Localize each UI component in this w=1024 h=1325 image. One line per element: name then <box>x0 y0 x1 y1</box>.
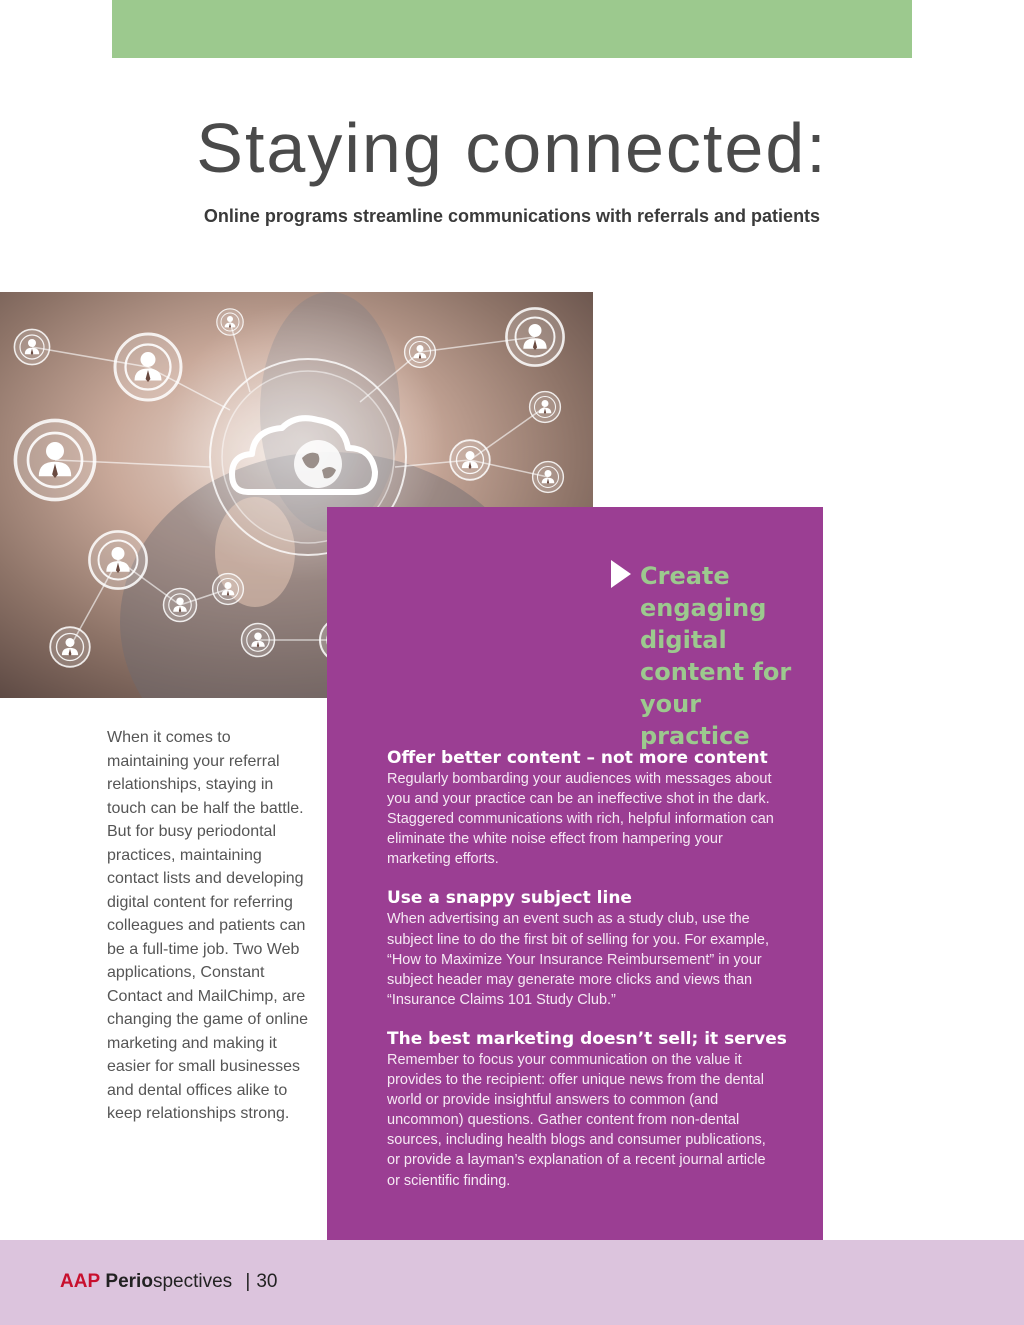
tip-body: When advertising an event such as a study club, use the subject line to do the first bit of selling for you. For example, “How to Maximize Your Insurance Reimbursement” in your subject header may generate more clicks and views than “Insurance Claims 101 Study Club.” <box>387 911 770 1008</box>
tip-heading: The best marketing doesn’t sell; it serves <box>387 1028 787 1049</box>
page-subtitle: Online programs streamline communications with referrals and patients <box>203 206 821 226</box>
top-color-band <box>112 0 912 58</box>
footer-branding <box>60 1271 278 1293</box>
callout-heading: Create engaging digital content for your practice <box>640 562 792 750</box>
footer-brand-perio: Perio <box>105 1271 153 1292</box>
footer-brand-aap: AAP <box>60 1271 101 1292</box>
tip-body: Remember to focus your communication on the value it provides to the recipient: offer unique news from the dental world or provide insightful answers to common (and uncommon) questions. Gather content from non-dental sources, including health blogs and consumer publications, or provide a layman’s explanation of a recent journal article or scientific finding. <box>387 1051 766 1189</box>
page-title: Staying connected: <box>196 109 828 187</box>
tips-list <box>387 747 787 1209</box>
tip-body: Regularly bombarding your audiences with messages about you and your practice can be an ineffective shot in the dark. Staggered communications with rich, helpful information can eliminate the white noise effect from hampering your marketing efforts. <box>387 771 774 868</box>
play-arrow-icon <box>611 560 631 588</box>
footer-separator: | <box>245 1271 251 1292</box>
tip-section <box>387 1028 787 1191</box>
tip-section <box>387 747 782 869</box>
footer-brand-rest: spectives <box>152 1271 233 1292</box>
tip-section <box>387 887 782 1009</box>
intro-paragraph: When it comes to maintaining your referral relationships, staying in touch can be half the battle. But for busy periodontal practices, maintaining contact lists and developing digital content for referring colleagues and patients can be a full-time job. Two Web applications, Constant Contact and MailChimp, are changing the game of online marketing and making it easier for small businesses and dental offices alike to keep relationships strong. <box>107 729 309 1122</box>
page-number: 30 <box>256 1271 278 1292</box>
tip-heading: Offer better content – not more content <box>387 748 768 768</box>
tip-heading: Use a snappy subject line <box>387 888 632 909</box>
